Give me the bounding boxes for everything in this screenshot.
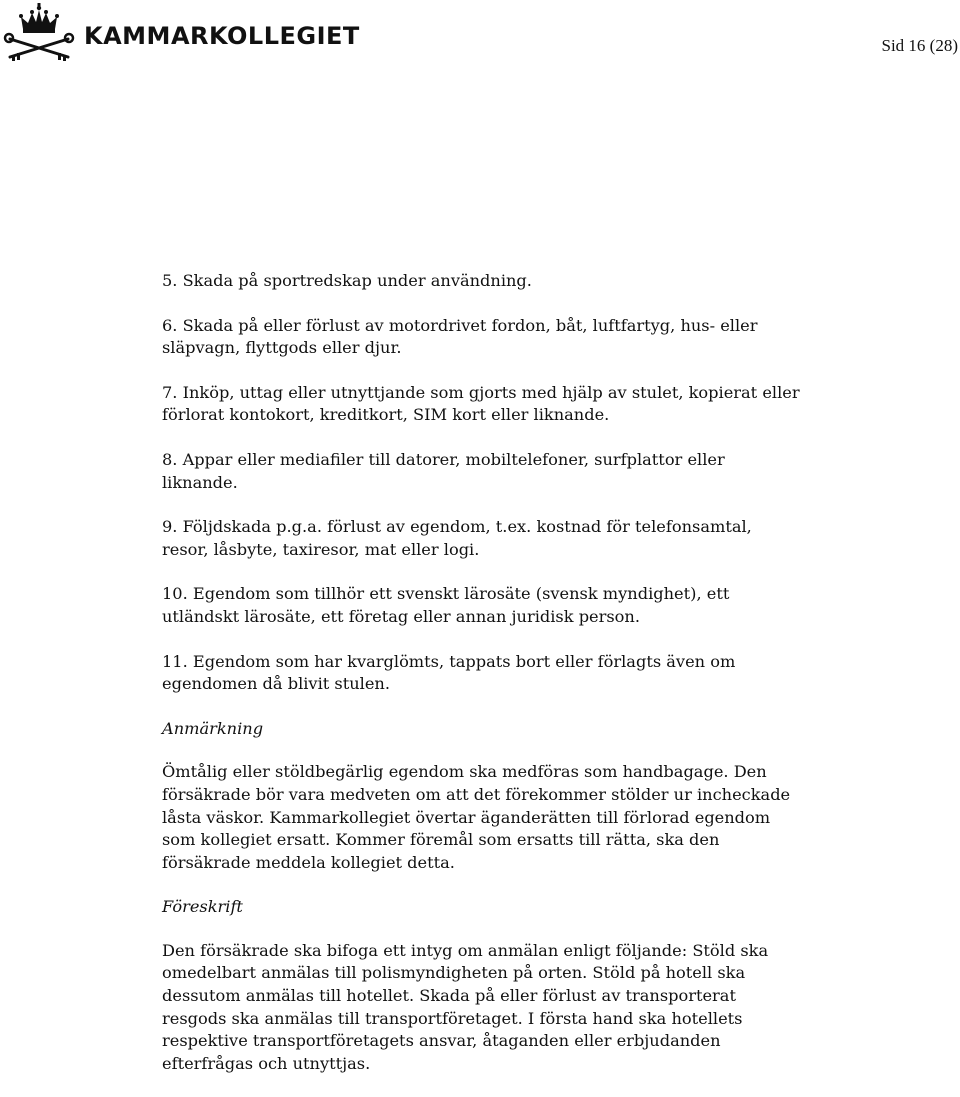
page-header [0, 0, 960, 80]
list-item: 7. Inköp, uttag eller utnyttjande som gjorts med hjälp av stulet, kopierat eller förlorat kontokort, kreditkort, SIM kort eller liknande. [162, 382, 800, 425]
section-text-anmarkning: Ömtålig eller stöldbegärlig egendom ska medföras som handbagage. Den försäkrade bör vara medveten om att det förekommer stölder ur incheckade låsta väskor. Kammarkollegiet övertar äganderätten till förlorad egendom som kollegiet ersatt. Kommer föremål som ersatts till rätta, ska den försäkrade meddela kollegiet detta. [162, 762, 791, 872]
list-item: 11. Egendom som har kvarglömts, tappats bort eller förlagts även om egendomen då blivit stulen. [162, 651, 736, 694]
crown-with-crossed-keys-icon [2, 3, 76, 63]
list-item: 9. Följdskada p.g.a. förlust av egendom, t.ex. kostnad för telefonsamtal, resor, låsbyte, taxiresor, mat eller logi. [162, 517, 752, 559]
list-item: 5. Skada på sportredskap under användning. [162, 271, 532, 290]
list-item: 10. Egendom som tillhör ett svenskt lärosäte (svensk myndighet), ett utländskt lärosäte, ett företag eller annan juridisk person. [162, 584, 730, 626]
section-heading-anmarkning: Anmärkning [162, 718, 264, 738]
brand-name: KAMMARKOLLEGIET [84, 22, 360, 50]
list-item: 8. Appar eller mediafiler till datorer, mobiltelefoner, surfplattor eller liknande. [162, 449, 725, 492]
section-heading-foreskrift: Föreskrift [162, 897, 243, 917]
section-text-foreskrift: Den försäkrade ska bifoga ett intyg om anmälan enligt följande: Stöld ska omedelbart anmälas till polismyndigheten på orten. Stöld på hotell ska dessutom anmälas till hotellet. Skada på eller förlust av transporterat resgods ska anmälas till transportföretaget. I första hand ska hotellets respektive transportföretagets ansvar, åtaganden eller erbjudanden efterfrågas och utnyttjas. [162, 940, 769, 1073]
kammarkollegiet-logo [2, 3, 360, 63]
list-item: 6. Skada på eller förlust av motordrivet fordon, båt, luftfartyg, hus- eller släpvagn, flyttgods eller djur. [162, 315, 758, 358]
document-body [162, 270, 802, 1097]
page-number: Sid 16 (28) [881, 36, 958, 55]
